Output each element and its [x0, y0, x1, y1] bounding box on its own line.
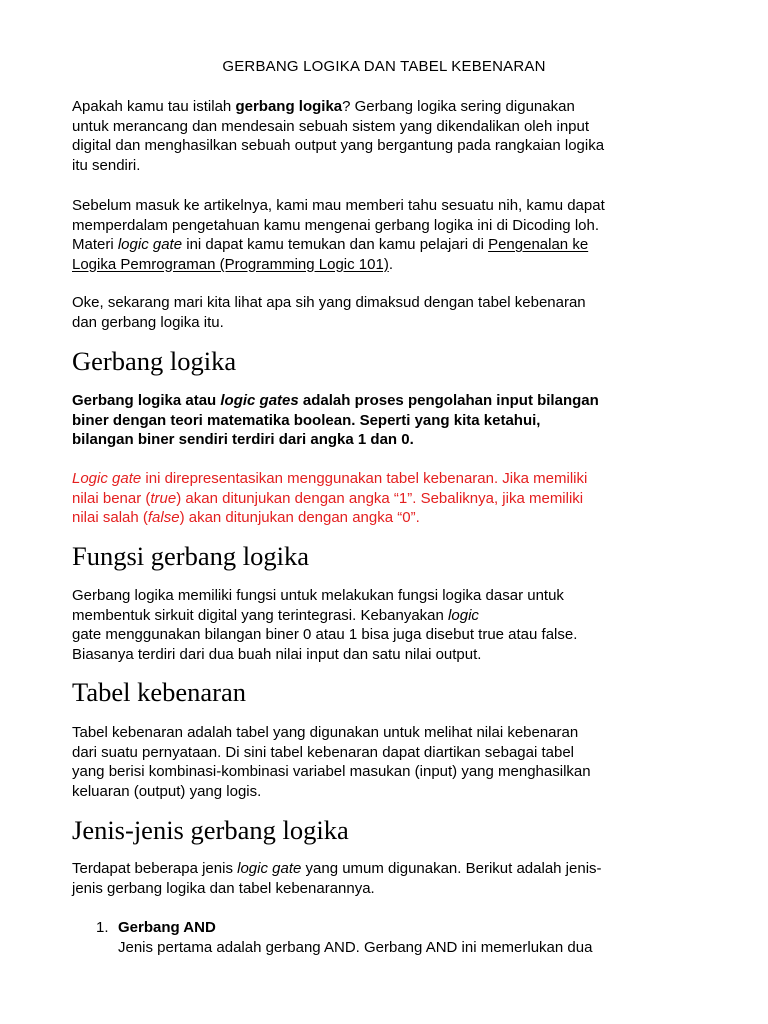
text-line: bilangan biner sendiri terdiri dari angka 1 dan 0.: [72, 431, 414, 448]
text-run: Apakah kamu tau istilah: [72, 98, 236, 115]
intro-paragraph: [72, 97, 702, 175]
text-line: [72, 255, 702, 275]
course-link[interactable]: Pengenalan ke: [488, 236, 589, 253]
text-line: Tabel kebenaran adalah tabel yang digunakan untuk melihat nilai kebenaran: [72, 724, 579, 741]
dicoding-paragraph: [72, 196, 702, 274]
text-line: [72, 235, 702, 255]
text-run: ? Gerbang logika sering digunakan: [342, 98, 575, 115]
text-line: [72, 508, 702, 528]
text-run: .: [388, 255, 393, 273]
text-line: yang berisi kombinasi-kombinasi variabel masukan (input) yang menghasilkan: [72, 763, 591, 780]
course-link[interactable]: Logika Pemrograman (Programming Logic 101): [72, 255, 389, 273]
italic-term: logic gate: [237, 860, 302, 877]
text-line: [72, 97, 702, 117]
italic-term: logic: [448, 606, 479, 624]
text-line: keluaran (output) yang logis.: [72, 782, 262, 800]
text-line: Gerbang logika memiliki fungsi untuk melakukan fungsi logika dasar untuk: [72, 587, 564, 604]
text-line: [72, 489, 702, 509]
logic-gate-note-red: [72, 469, 702, 528]
section-heading-jenis: Jenis-jenis gerbang logika: [72, 815, 349, 845]
text-run: Materi: [72, 236, 118, 253]
list-item-text: Jenis pertama adalah gerbang AND. Gerbang AND ini memerlukan dua: [118, 938, 593, 956]
fungsi-paragraph: [72, 586, 702, 664]
text-run: Gerbang logika atau: [72, 392, 221, 409]
text-line: [72, 469, 702, 489]
text-line: Sebelum masuk ke artikelnya, kami mau memberi tahu sesuatu nih, kamu dapat: [72, 197, 605, 214]
text-run: nilai salah (: [72, 509, 148, 526]
text-run: ini direpresentasikan menggunakan tabel kebenaran. Jika memiliki: [141, 470, 588, 487]
italic-term: logic gates: [220, 392, 299, 409]
bold-term: gerbang logika: [235, 98, 343, 115]
text-line: biner dengan teori matematika boolean. Seperti yang kita ketahui,: [72, 411, 541, 429]
text-run: nilai benar (: [72, 489, 151, 507]
list-item-title: Gerbang AND: [118, 919, 216, 936]
text-line: [72, 859, 702, 879]
text-run: gate: [72, 626, 102, 643]
italic-term: Logic gate: [72, 470, 142, 487]
jenis-paragraph: [72, 859, 702, 898]
text-line: [72, 606, 702, 626]
section-heading-gerbang-logika: Gerbang logika: [72, 346, 237, 376]
text-run: Terdapat beberapa jenis: [72, 860, 238, 877]
italic-term: true: [150, 489, 177, 507]
text-run: menggunakan bilangan biner 0 atau 1 bisa juga disebut true atau false.: [101, 626, 578, 643]
text-line: dari suatu pernyataan. Di sini tabel kebenaran dapat diartikan sebagai tabel: [72, 743, 575, 761]
list-item-and-gate: [118, 918, 718, 957]
text-line: Biasanya terdiri dari dua buah nilai input dan satu nilai output.: [72, 645, 482, 663]
text-line: digital dan menghasilkan sebuah output yang bergantung pada rangkaian logika: [72, 137, 605, 154]
text-line: [72, 391, 702, 411]
text-run: ) akan ditunjukan dengan angka “0”.: [179, 509, 420, 526]
text-run: ) akan ditunjukan dengan angka “1”. Sebaliknya, jika memiliki: [176, 489, 584, 507]
text-line: Oke, sekarang mari kita lihat apa sih yang dimaksud dengan tabel kebenaran: [72, 294, 586, 311]
text-line: itu sendiri.: [72, 156, 141, 174]
text-line: [72, 625, 702, 645]
text-run: adalah proses pengolahan input bilangan: [298, 392, 599, 409]
text-line: memperdalam pengetahuan kamu mengenai gerbang logika ini di Dicoding loh.: [72, 216, 599, 234]
text-line: jenis gerbang logika dan tabel kebenarannya.: [72, 879, 375, 897]
text-run: membentuk sirkuit digital yang terintegrasi. Kebanyakan: [72, 606, 449, 624]
text-run: ini dapat kamu temukan dan kamu pelajari di: [182, 236, 489, 253]
oke-paragraph: [72, 293, 702, 332]
text-run: yang umum digunakan. Berikut adalah jenis-: [301, 860, 602, 877]
italic-term: false: [147, 509, 180, 526]
section-heading-tabel-kebenaran: Tabel kebenaran: [72, 677, 246, 707]
text-line: untuk merancang dan mendesain sebuah sistem yang dikendalikan oleh input: [72, 117, 590, 135]
list-item-number: 1.: [96, 919, 109, 936]
gerbang-logika-definition: [72, 391, 702, 450]
text-line: dan gerbang logika itu.: [72, 313, 224, 331]
document-title: GERBANG LOGIKA DAN TABEL KEBENARAN: [222, 58, 546, 75]
section-heading-fungsi: Fungsi gerbang logika: [72, 541, 309, 571]
tabel-kebenaran-paragraph: [72, 723, 702, 801]
italic-term: logic gate: [117, 236, 183, 253]
